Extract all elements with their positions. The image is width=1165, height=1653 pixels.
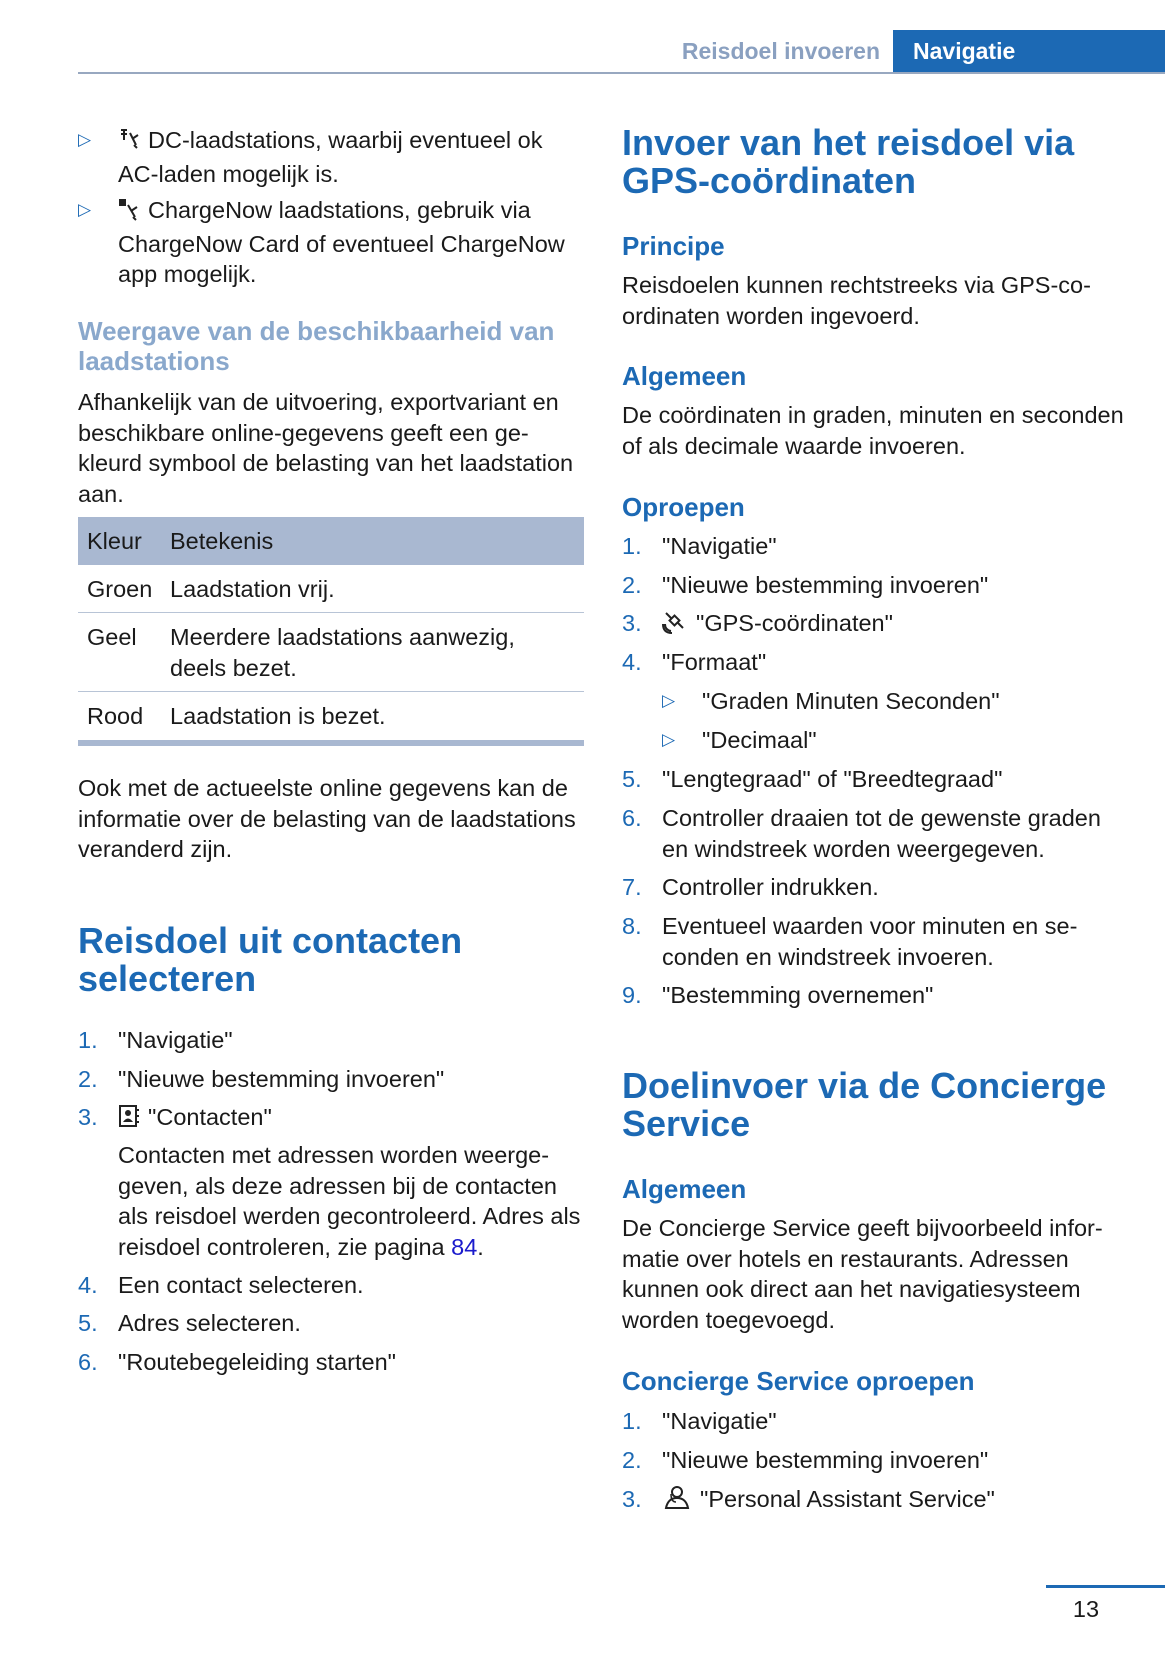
step-text: Controller draaien tot de gewenste graden en windstreek worden weergegeven. — [662, 805, 1101, 862]
step-number: 6. — [78, 1349, 98, 1375]
call-heading: Oproepen — [622, 492, 745, 522]
concierge-heading: Doelinvoer via de Concierge Service — [622, 1065, 1107, 1144]
general-text: De coördinaten in graden, minuten en seconden of als decimale waarde invoeren. — [622, 402, 1124, 459]
table-cell: Laadstation vrij. — [170, 576, 335, 602]
step-text: "Navigatie" — [662, 1408, 777, 1434]
step-number: 1. — [622, 1408, 642, 1434]
table-row — [78, 613, 584, 692]
step-number: 6. — [622, 805, 642, 831]
principle-heading: Principe — [622, 231, 725, 261]
contacts-sub-text — [118, 1140, 584, 1262]
header-divider — [78, 72, 1165, 74]
step-text: "Navigatie" — [118, 1027, 233, 1053]
bullet-text: DC-laadstations, waarbij eventueel ok AC-laden mogelijk is. — [118, 127, 543, 187]
triangle-bullet-icon: ▷ — [662, 691, 676, 710]
contacts-sub-body: Contacten met adressen worden weergegeven, als deze adressen bij de contacten als reisdoel werden gecontroleerd. Adres als reisdoel controleren, zie pagina — [118, 1142, 581, 1260]
principle-text: Reisdoelen kunnen rechtstreeks via GPS-coordinaten worden ingevoerd. — [622, 272, 1091, 329]
contacts-icon — [118, 1104, 140, 1136]
bullet-text: ChargeNow laadstations, gebruik via ChargeNow Card of eventueel ChargeNow app mogelijk. — [118, 197, 565, 287]
step-text: "Bestemming overnemen" — [662, 982, 934, 1008]
step-number: 1. — [622, 533, 642, 559]
note-text: Ook met de actueelste online gegevens kan de informatie over de belasting van de laadstations veranderd zijn. — [78, 775, 576, 862]
table-cell: Rood — [87, 703, 144, 729]
concierge-general-heading: Algemeen — [622, 1174, 747, 1204]
header-chapter-tab: Navigatie — [893, 30, 1165, 74]
step-number: 3. — [622, 1486, 642, 1512]
footer-divider — [1046, 1585, 1165, 1588]
table-row — [78, 565, 584, 613]
step-number: 1. — [78, 1027, 98, 1053]
step-text: Eventueel waarden voor minuten en seconden en windstreek invoeren. — [662, 913, 1078, 970]
step-text: "GPS-coördinaten" — [696, 610, 893, 636]
format-option: "Decimaal" — [702, 727, 817, 753]
step-number: 4. — [78, 1272, 98, 1298]
step-number: 9. — [622, 982, 642, 1008]
contacts-heading: Reisdoel uit contacten selecteren — [78, 920, 463, 999]
concierge-text: De Concierge Service geeft bijvoorbeeld informatie over hotels en restaurants. Adressen kunnen ook direct aan het navigatiesysteem worden toegevoegd. — [622, 1215, 1103, 1333]
table-cell: Geel — [87, 624, 137, 650]
table-row — [78, 692, 584, 746]
table-cell: Meerdere laadstations aanwezig, deels bezet. — [170, 624, 515, 681]
step-number: 5. — [78, 1310, 98, 1336]
step-text: "Nieuwe bestemming invoeren" — [662, 572, 989, 598]
table-header-cell: Kleur — [87, 528, 142, 554]
header-section-title: Reisdoel invoeren — [681, 38, 880, 64]
step-number: 5. — [622, 766, 642, 792]
concierge-call-heading: Concierge Service oproepen — [622, 1366, 975, 1396]
contacts-sub-end: . — [477, 1233, 484, 1260]
satellite-icon — [662, 610, 688, 642]
availability-heading: Weergave van de beschikbaarheid van laadstations — [78, 316, 555, 376]
general-heading: Algemeen — [622, 361, 747, 391]
step-text: "Contacten" — [148, 1104, 272, 1130]
step-text: "Personal Assistant Service" — [700, 1486, 995, 1512]
page-number: 13 — [1072, 1596, 1100, 1622]
step-number: 7. — [622, 874, 642, 900]
step-number: 3. — [622, 610, 642, 636]
step-text: Adres selecteren. — [118, 1310, 301, 1336]
chargenow-icon — [118, 197, 140, 229]
step-number: 4. — [622, 649, 642, 675]
step-text: "Routebegeleiding starten" — [118, 1349, 396, 1375]
step-number: 2. — [622, 572, 642, 598]
table-header-cell: Betekenis — [170, 528, 274, 554]
step-text: "Lengtegraad" of "Breedtegraad" — [662, 766, 1003, 792]
page-link[interactable]: 84 — [451, 1233, 478, 1260]
table-header-row — [78, 517, 584, 565]
table-cell: Groen — [87, 576, 153, 602]
step-number: 8. — [622, 913, 642, 939]
triangle-bullet-icon: ▷ — [78, 200, 92, 219]
triangle-bullet-icon: ▷ — [78, 130, 92, 149]
gps-heading: Invoer van het reisdoel via GPS-coördinaten — [622, 122, 1075, 201]
step-number: 2. — [78, 1066, 98, 1092]
step-number: 2. — [622, 1447, 642, 1473]
step-text: "Navigatie" — [662, 533, 777, 559]
step-number: 3. — [78, 1104, 98, 1130]
step-text: Een contact selecteren. — [118, 1272, 364, 1298]
step-text: Controller indrukken. — [662, 874, 879, 900]
availability-text: Afhankelijk van de uitvoering, exportvariant en beschikbare online-gegevens geeft een gekleurd symbool de belasting van het laadstation aan. — [78, 389, 574, 507]
availability-table — [78, 517, 584, 746]
format-option: "Graden Minuten Seconden" — [702, 688, 1000, 714]
table-cell: Laadstation is bezet. — [170, 703, 386, 729]
step-text: "Nieuwe bestemming invoeren" — [118, 1066, 445, 1092]
personal-assistant-icon — [662, 1484, 692, 1518]
triangle-bullet-icon: ▷ — [662, 730, 676, 749]
step-text: "Formaat" — [662, 649, 767, 675]
dc-charging-icon — [118, 127, 140, 159]
step-text: "Nieuwe bestemming invoeren" — [662, 1447, 989, 1473]
